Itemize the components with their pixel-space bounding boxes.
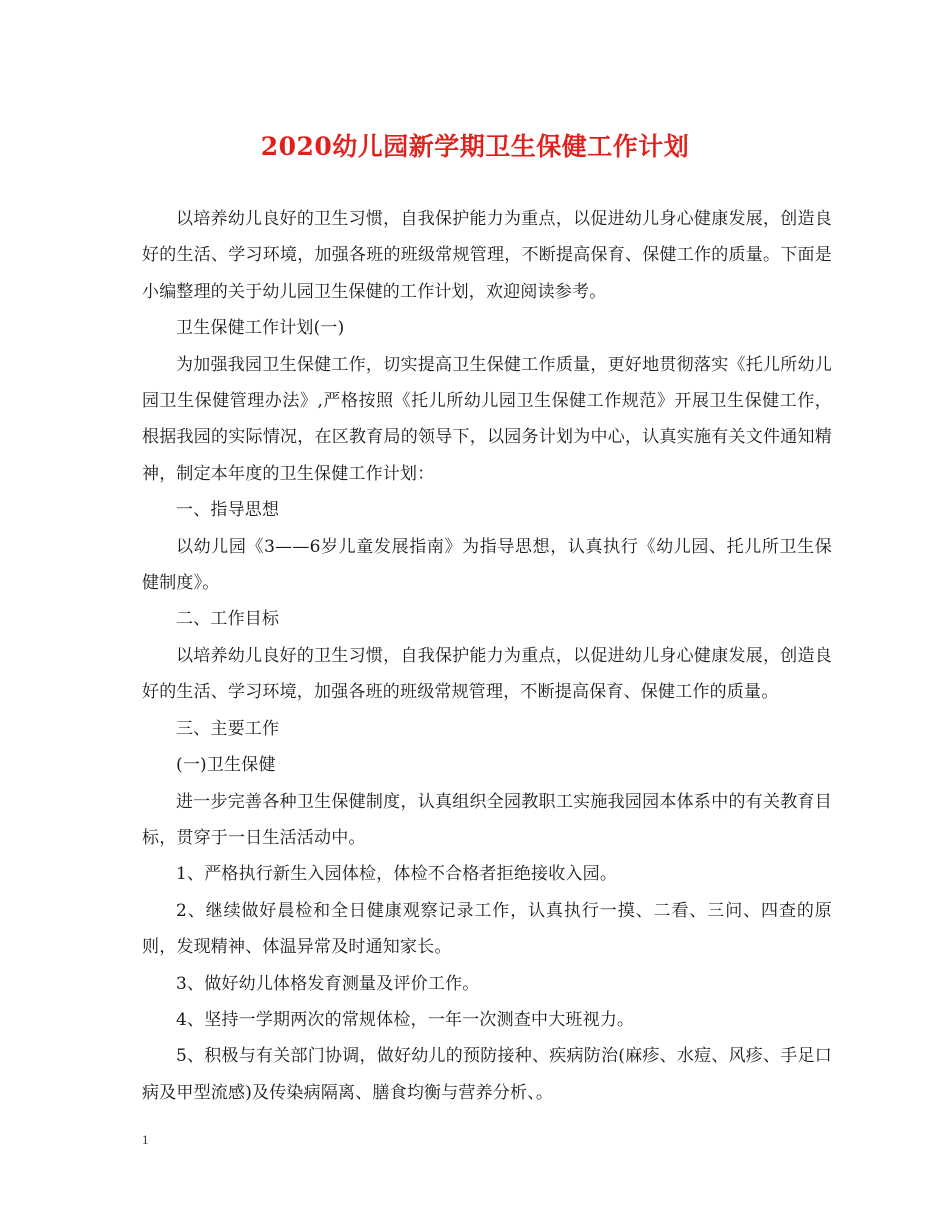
paragraph-section-2-heading: 二、工作目标 [176,609,280,630]
paragraph-section-1-body: 以幼儿园《3——6岁儿童发展指南》为指导思想，认真执行《幼儿园、托儿所卫生保健制度》。 [142,536,832,594]
list-item-1: 1、严格执行新生入园体检，体检不合格者拒绝接收入园。 [176,864,618,885]
list-item-3: 3、做好幼儿体格发育测量及评价工作。 [176,973,480,994]
page-number: 1 [142,1132,149,1147]
list-item-5: 5、积极与有关部门协调，做好幼儿的预防接种、疾病防治(麻疹、水痘、风疹、手足口病及甲型流感)及传染病隔离、膳食均衡与营养分析、。 [142,1046,832,1103]
paragraph-subsection-1-heading: (一)卫生保健 [176,755,276,776]
list-item-4: 4、坚持一学期两次的常规体检，一年一次测查中大班视力。 [176,1009,635,1030]
paragraph-intro: 以培养幼儿良好的卫生习惯，自我保护能力为重点，以促进幼儿身心健康发展，创造良好的生活、学习环境，加强各班的班级常规管理，不断提高保育、保健工作的质量。下面是小编整理的关于幼儿园卫生保健的工作计划，欢迎阅读参考。 [142,209,832,302]
paragraph-subsection-1-body: 进一步完善各种卫生保健制度，认真组织全园教职工实施我园园本体系中的有关教育目标，贯穿于一日生活活动中。 [142,791,832,848]
document-title: 2020幼儿园新学期卫生保健工作计划 [260,132,690,161]
document-body [142,201,832,1111]
list-item-2: 2、继续做好晨检和全日健康观察记录工作，认真执行一摸、二看、三问、四查的原则，发现精神、体温异常及时通知家长。 [142,900,832,958]
paragraph-section-3-heading: 三、主要工作 [176,718,280,739]
paragraph-section-1-heading: 一、指导思想 [176,500,280,521]
paragraph-plan-heading: 卫生保健工作计划(一) [176,318,345,339]
paragraph-plan-body: 为加强我园卫生保健工作，切实提高卫生保健工作质量，更好地贯彻落实《托儿所幼儿园卫生保健管理办法》,严格按照《托儿所幼儿园卫生保健工作规范》开展卫生保健工作，根据我园的实际情况，在区教育局的领导下，以园务计划为中心，认真实施有关文件通知精神，制定本年度的卫生保健工作计划： [142,354,832,484]
paragraph-section-2-body: 以培养幼儿良好的卫生习惯，自我保护能力为重点，以促进幼儿身心健康发展，创造良好的生活、学习环境，加强各班的班级常规管理，不断提高保育、保健工作的质量。 [142,645,832,703]
